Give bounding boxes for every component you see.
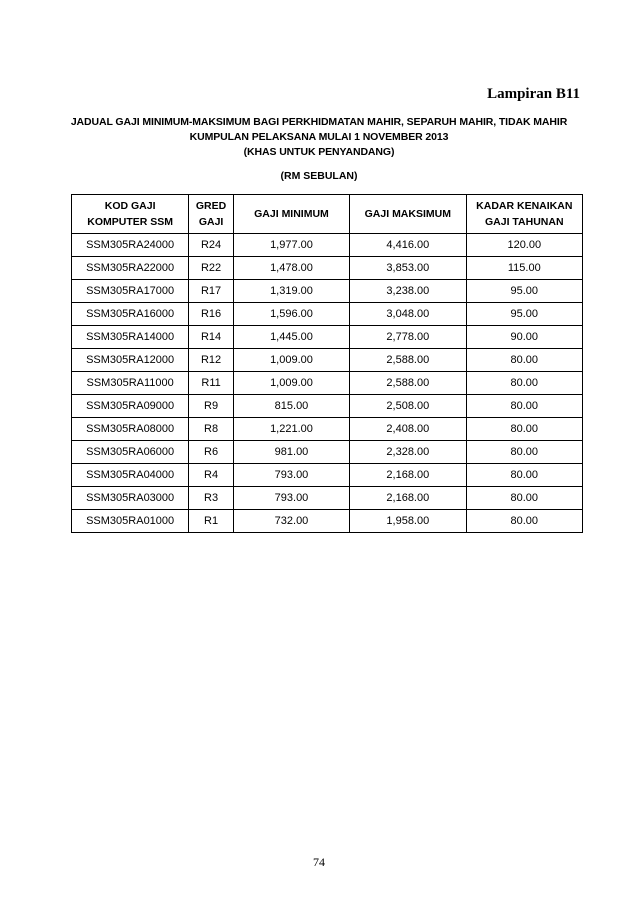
kod-gaji-cell: SSM305RA14000 xyxy=(72,326,189,349)
gred-cell: R16 xyxy=(189,303,234,326)
gaji-minimum-cell: 793.00 xyxy=(233,487,349,510)
heading-line-3: (KHAS UNTUK PENYANDANG) xyxy=(243,146,395,158)
gaji-minimum-cell: 1,445.00 xyxy=(233,326,349,349)
table-body xyxy=(72,234,583,533)
gred-cell: R4 xyxy=(189,464,234,487)
table-row xyxy=(72,464,583,487)
gaji-maksimum-cell: 2,588.00 xyxy=(350,349,466,372)
gaji-maksimum-cell: 3,048.00 xyxy=(350,303,466,326)
kod-gaji-cell: SSM305RA06000 xyxy=(72,441,189,464)
table-row xyxy=(72,418,583,441)
table-row xyxy=(72,487,583,510)
table-row xyxy=(72,234,583,257)
gaji-minimum-cell: 1,009.00 xyxy=(233,349,349,372)
header-kadar-line2: GAJI TAHUNAN xyxy=(485,216,564,228)
table-row xyxy=(72,372,583,395)
kod-gaji-cell: SSM305RA01000 xyxy=(72,510,189,533)
table-row xyxy=(72,510,583,533)
kadar-kenaikan-cell: 80.00 xyxy=(466,372,582,395)
kadar-kenaikan-cell: 95.00 xyxy=(466,280,582,303)
kadar-kenaikan-cell: 80.00 xyxy=(466,349,582,372)
gred-cell: R22 xyxy=(189,257,234,280)
unit-label: (RM SEBULAN) xyxy=(280,170,358,182)
heading-line-1: JADUAL GAJI MINIMUM-MAKSIMUM BAGI PERKHIDMATAN MAHIR, SEPARUH MAHIR, TIDAK MAHIR xyxy=(70,116,568,128)
gaji-maksimum-cell: 2,778.00 xyxy=(350,326,466,349)
kod-gaji-cell: SSM305RA12000 xyxy=(72,349,189,372)
kadar-kenaikan-cell: 115.00 xyxy=(466,257,582,280)
gred-cell: R24 xyxy=(189,234,234,257)
gaji-minimum-cell: 793.00 xyxy=(233,464,349,487)
table-row xyxy=(72,326,583,349)
header-gaji-maksimum: GAJI MAKSIMUM xyxy=(350,195,466,234)
kadar-kenaikan-cell: 80.00 xyxy=(466,441,582,464)
gaji-maksimum-cell: 2,588.00 xyxy=(350,372,466,395)
gaji-minimum-cell: 1,221.00 xyxy=(233,418,349,441)
table-header-row xyxy=(72,195,583,234)
kadar-kenaikan-cell: 95.00 xyxy=(466,303,582,326)
header-gred-line1: GRED xyxy=(195,200,227,212)
header-gred-line2: GAJI xyxy=(198,216,224,228)
header-kod-gaji-line2: KOMPUTER SSM xyxy=(87,216,173,228)
gred-cell: R12 xyxy=(189,349,234,372)
kadar-kenaikan-cell: 80.00 xyxy=(466,395,582,418)
kod-gaji-cell: SSM305RA22000 xyxy=(72,257,189,280)
kod-gaji-cell: SSM305RA16000 xyxy=(72,303,189,326)
gaji-minimum-cell: 1,319.00 xyxy=(233,280,349,303)
header-kadar-line1: KADAR KENAIKAN xyxy=(476,200,573,212)
header-kod-gaji xyxy=(72,195,189,234)
header-kod-gaji-line1: KOD GAJI xyxy=(104,200,156,212)
kod-gaji-cell: SSM305RA03000 xyxy=(72,487,189,510)
gred-cell: R6 xyxy=(189,441,234,464)
kadar-kenaikan-cell: 80.00 xyxy=(466,510,582,533)
gaji-minimum-cell: 1,977.00 xyxy=(233,234,349,257)
table-row xyxy=(72,303,583,326)
gaji-maksimum-cell: 3,853.00 xyxy=(350,257,466,280)
kod-gaji-cell: SSM305RA04000 xyxy=(72,464,189,487)
gred-cell: R17 xyxy=(189,280,234,303)
gaji-minimum-cell: 981.00 xyxy=(233,441,349,464)
gaji-minimum-cell: 1,009.00 xyxy=(233,372,349,395)
header-gaji-minimum: GAJI MINIMUM xyxy=(233,195,349,234)
gaji-minimum-cell: 732.00 xyxy=(233,510,349,533)
kod-gaji-cell: SSM305RA17000 xyxy=(72,280,189,303)
gred-cell: R11 xyxy=(189,372,234,395)
table-row xyxy=(72,395,583,418)
gaji-maksimum-cell: 4,416.00 xyxy=(350,234,466,257)
kod-gaji-cell: SSM305RA08000 xyxy=(72,418,189,441)
kadar-kenaikan-cell: 80.00 xyxy=(466,487,582,510)
kadar-kenaikan-cell: 80.00 xyxy=(466,464,582,487)
gaji-maksimum-cell: 2,408.00 xyxy=(350,418,466,441)
kod-gaji-cell: SSM305RA09000 xyxy=(72,395,189,418)
page-number: 74 xyxy=(313,855,325,869)
kadar-kenaikan-cell: 90.00 xyxy=(466,326,582,349)
gaji-minimum-cell: 815.00 xyxy=(233,395,349,418)
kadar-kenaikan-cell: 80.00 xyxy=(466,418,582,441)
header-kadar-kenaikan xyxy=(466,195,582,234)
gaji-minimum-cell: 1,478.00 xyxy=(233,257,349,280)
heading-line-2: KUMPULAN PELAKSANA MULAI 1 NOVEMBER 2013 xyxy=(189,131,449,143)
kod-gaji-cell: SSM305RA11000 xyxy=(72,372,189,395)
gred-cell: R3 xyxy=(189,487,234,510)
gaji-maksimum-cell: 3,238.00 xyxy=(350,280,466,303)
gred-cell: R1 xyxy=(189,510,234,533)
table-row xyxy=(72,441,583,464)
gaji-maksimum-cell: 1,958.00 xyxy=(350,510,466,533)
kadar-kenaikan-cell: 120.00 xyxy=(466,234,582,257)
kod-gaji-cell: SSM305RA24000 xyxy=(72,234,189,257)
table-row xyxy=(72,349,583,372)
gaji-maksimum-cell: 2,168.00 xyxy=(350,487,466,510)
gaji-maksimum-cell: 2,328.00 xyxy=(350,441,466,464)
gaji-maksimum-cell: 2,168.00 xyxy=(350,464,466,487)
gred-cell: R8 xyxy=(189,418,234,441)
header-gred-gaji xyxy=(189,195,234,234)
gred-cell: R14 xyxy=(189,326,234,349)
document-heading xyxy=(60,115,578,160)
gaji-maksimum-cell: 2,508.00 xyxy=(350,395,466,418)
gred-cell: R9 xyxy=(189,395,234,418)
salary-table xyxy=(71,194,583,533)
appendix-label: Lampiran B11 xyxy=(487,86,580,102)
table-row xyxy=(72,280,583,303)
table-row xyxy=(72,257,583,280)
gaji-minimum-cell: 1,596.00 xyxy=(233,303,349,326)
